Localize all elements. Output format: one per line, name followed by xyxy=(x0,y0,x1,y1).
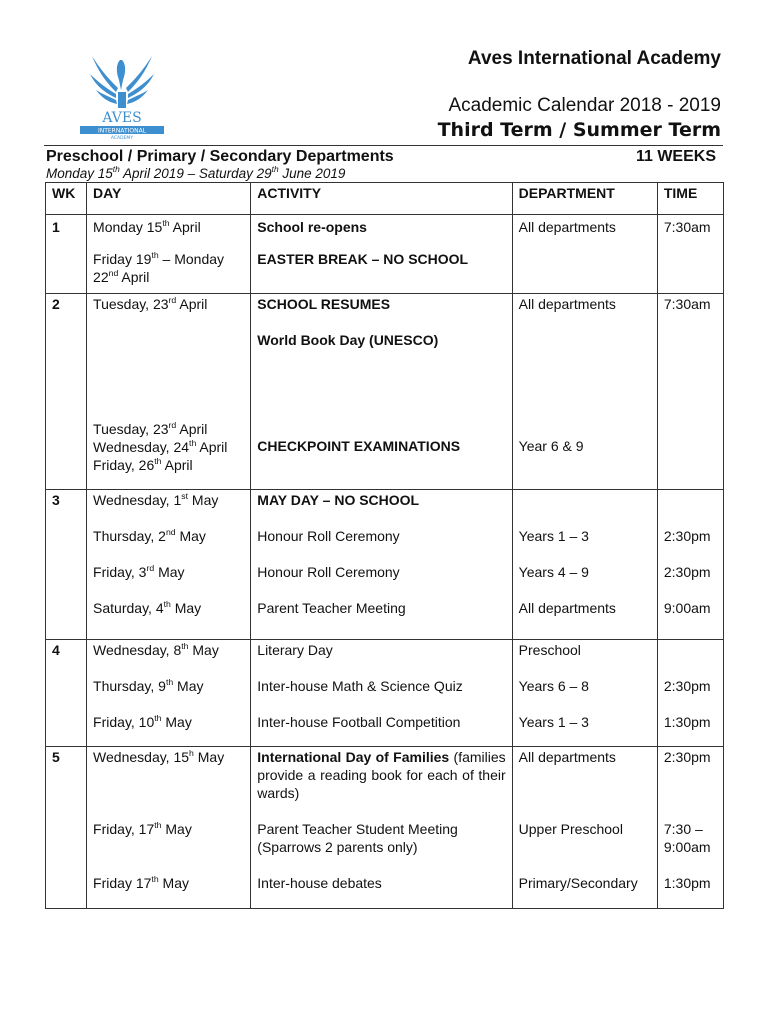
event-time: 2:30pm xyxy=(663,678,711,694)
activity-cell xyxy=(251,747,512,909)
col-header-day: DAY xyxy=(87,183,251,215)
calendar-table xyxy=(45,182,724,909)
week-number: 1 xyxy=(46,215,87,294)
col-header-department: DEPARTMENT xyxy=(512,183,657,215)
event-day: Friday, 10th May xyxy=(93,712,192,730)
event-department: Preschool xyxy=(518,642,581,658)
event-department: Years 6 – 8 xyxy=(518,678,589,694)
week-number: 5 xyxy=(46,747,87,909)
event-activity: Literary Day xyxy=(257,642,333,658)
col-header-time: TIME xyxy=(657,183,723,215)
event-activity: Honour Roll Ceremony xyxy=(257,564,400,580)
event-time: 2:30pm xyxy=(663,528,711,544)
event-activity: SCHOOL RESUMES xyxy=(257,296,391,312)
event-day: Saturday, 4th May xyxy=(93,598,202,616)
table-header-row xyxy=(46,183,724,215)
event-department: Years 1 – 3 xyxy=(518,714,589,730)
event-day: Tuesday, 23rd April Wednesday, 24th April Friday, 26th April xyxy=(93,419,228,473)
event-time: 7:30am xyxy=(663,296,711,312)
col-header-activity: ACTIVITY xyxy=(251,183,512,215)
school-name: Aves International Academy xyxy=(467,48,721,69)
event-day: Friday, 17th May xyxy=(93,819,192,837)
event-activity: CHECKPOINT EXAMINATIONS xyxy=(257,438,461,454)
event-department: Year 6 & 9 xyxy=(518,438,584,454)
calendar-title: Academic Calendar 2018 - 2019 xyxy=(448,95,721,116)
event-day: Wednesday, 1st May xyxy=(93,490,219,508)
event-activity: Inter-house Math & Science Quiz xyxy=(257,678,463,694)
event-time: 2:30pm xyxy=(663,564,711,580)
event-day: Wednesday, 15$^h$ May xyxy=(93,747,225,765)
week-number: 4 xyxy=(46,640,87,747)
event-activity: School re-opens xyxy=(257,219,367,235)
event-time: 2:30pm xyxy=(663,749,711,765)
event-activity: World Book Day (UNESCO) xyxy=(257,332,439,348)
event-activity: Parent Teacher Meeting xyxy=(257,600,406,616)
week-number: 3 xyxy=(46,490,87,640)
header-divider xyxy=(44,145,723,146)
event-department: All departments xyxy=(518,296,616,312)
academy-logo xyxy=(76,50,168,140)
col-header-wk: WK xyxy=(46,183,87,215)
event-day: Friday 19th – Monday 22nd April xyxy=(93,249,225,285)
day-cell xyxy=(87,490,251,640)
time-cell xyxy=(657,490,723,640)
week-number: 2 xyxy=(46,294,87,490)
activity-cell xyxy=(251,215,512,294)
day-cell xyxy=(87,215,251,294)
activity-cell xyxy=(251,294,512,490)
department-cell xyxy=(512,490,657,640)
event-day: Wednesday, 8th May xyxy=(93,640,219,658)
table-row xyxy=(46,747,724,909)
event-department: All departments xyxy=(518,219,616,235)
table-row xyxy=(46,640,724,747)
event-time: 7:30am xyxy=(663,219,711,235)
event-time: 9:00am xyxy=(663,600,711,616)
event-day: Tuesday, 23rd April xyxy=(93,294,208,312)
weeks-count: 11 WEEKS xyxy=(635,148,716,165)
time-cell xyxy=(657,294,723,490)
event-time: 1:30pm xyxy=(663,714,711,730)
event-activity: MAY DAY – NO SCHOOL xyxy=(257,492,420,508)
time-cell xyxy=(657,215,723,294)
day-cell xyxy=(87,294,251,490)
event-activity: Inter-house debates xyxy=(257,875,382,891)
activity-cell xyxy=(251,490,512,640)
event-day: Monday 15th April xyxy=(93,217,201,235)
activity-cell xyxy=(251,640,512,747)
event-day: Friday 17th May xyxy=(93,873,189,891)
event-day: Thursday, 2nd May xyxy=(93,526,206,544)
event-day: Thursday, 9th May xyxy=(93,676,204,694)
event-department: Years 1 – 3 xyxy=(518,528,589,544)
event-department: Primary/Secondary xyxy=(518,875,638,891)
department-cell xyxy=(512,294,657,490)
department-cell xyxy=(512,640,657,747)
day-cell xyxy=(87,747,251,909)
time-cell xyxy=(657,747,723,909)
event-time: 7:30 – 9:00am xyxy=(663,821,711,855)
table-row xyxy=(46,294,724,490)
event-time: 1:30pm xyxy=(663,875,711,891)
term-title: Third Term / Summer Term xyxy=(437,119,721,141)
event-department: All departments xyxy=(518,600,616,616)
event-activity: Parent Teacher Student Meeting (Sparrows 2 parents only) xyxy=(257,821,458,855)
logo-text: AVES xyxy=(102,110,142,126)
event-activity: Honour Roll Ceremony xyxy=(257,528,400,544)
event-department: Upper Preschool xyxy=(518,821,623,837)
date-range: Monday 15th April 2019 – Saturday 29th June 2019 xyxy=(46,164,346,181)
event-department: All departments xyxy=(518,749,616,765)
event-day: Friday, 3rd May xyxy=(93,562,185,580)
event-activity: International Day of Families (families provide a reading book for each of their wards) xyxy=(257,749,506,801)
event-activity: Inter-house Football Competition xyxy=(257,714,461,730)
department-cell xyxy=(512,747,657,909)
department-cell xyxy=(512,215,657,294)
departments-heading: Preschool / Primary / Secondary Departments xyxy=(46,148,394,165)
table-row xyxy=(46,215,724,294)
event-activity: EASTER BREAK – NO SCHOOL xyxy=(257,251,469,267)
logo-subtext: INTERNATIONAL xyxy=(97,127,147,135)
time-cell xyxy=(657,640,723,747)
table-row xyxy=(46,490,724,640)
event-department: Years 4 – 9 xyxy=(518,564,589,580)
logo-subtext-2: ACADEMY xyxy=(110,136,134,140)
day-cell xyxy=(87,640,251,747)
